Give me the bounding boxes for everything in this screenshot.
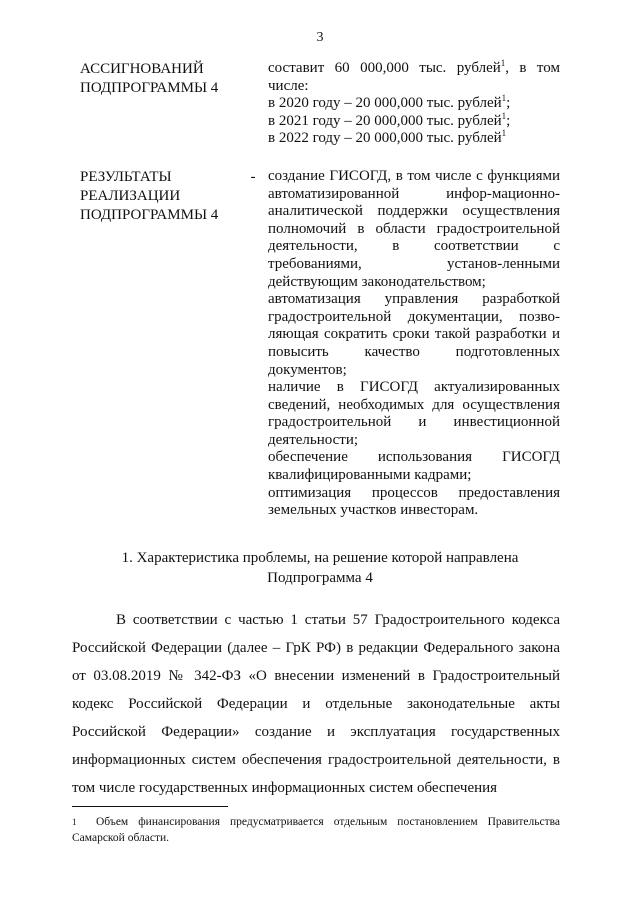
footnote-text: Объем финансирования предусматривается отдельным постановлением Правительства Самарской области.: [72, 816, 560, 844]
value-text: составит 60 000,000 тыс. рублей: [268, 60, 501, 76]
value-text-after: ;: [506, 112, 511, 129]
passport-row-value: [268, 60, 560, 148]
section-heading-line: 1. Характеристика проблемы, на решение которой направлена: [121, 550, 519, 566]
passport-row-label: [80, 168, 238, 225]
label-line: РЕАЛИЗАЦИИ: [80, 187, 181, 204]
label-line: РЕЗУЛЬТАТЫ: [80, 168, 172, 185]
value-line: [268, 110, 560, 131]
section-heading-line: Подпрограмма 4: [267, 570, 373, 586]
label-line: АССИГНОВАНИЙ: [80, 61, 204, 77]
value-text: в 2022 году – 20 000,000 тыс. рублей: [268, 130, 502, 147]
passport-row-value: [268, 168, 560, 520]
value-text: числе:: [268, 77, 309, 94]
result-item: оптимизация процессов предоставления земельных участков инвесторам.: [268, 484, 560, 519]
footnote-separator: [72, 806, 228, 807]
value-line: [268, 78, 560, 96]
passport-row-label: [80, 60, 238, 98]
footnote-ref: 1: [501, 128, 507, 139]
body-paragraph: В соответствии с частью 1 статьи 57 Градостроительного кодекса Российской Федерации (далее – ГрК РФ) в редакции Федерального закона от 03.08.2019 № 342-ФЗ «О внесении изменений в Градостроительный кодекс Российской Федерации и отдельные законодательные акты Российской Федерации» создание и эксплуатация государственных информационных систем обеспечения градостроительной деятельности, в том числе государственных информационных систем обеспечения: [72, 612, 560, 796]
passport-row-results: [80, 168, 560, 520]
result-item: автоматизация управления разработкой градостроительной документации, позво-ляющая сократить сроки такой разработки и повысить качество подготовленных документов;: [268, 291, 560, 378]
value-line: [268, 60, 560, 78]
label-line: ПОДПРОГРАММЫ 4: [80, 206, 219, 223]
value-text: в 2020 году – 20 000,000 тыс. рублей: [268, 95, 502, 112]
value-line: [268, 130, 560, 148]
footnote: [72, 814, 560, 846]
passport-table: [80, 60, 560, 540]
value-text: в 2021 году – 20 000,000 тыс. рублей: [268, 112, 502, 129]
footnote-ref: 1: [501, 93, 507, 104]
result-item: наличие в ГИСОГД актуализированных сведений, необходимых для осуществления градостроительной и инвестиционной деятельности;: [268, 379, 560, 448]
footnote-ref: 1: [500, 58, 506, 68]
value-text-after: , в том: [505, 60, 561, 76]
footnote-mark: 1: [72, 817, 77, 827]
result-item: обеспечение использования ГИСОГД квалифицированными кадрами;: [268, 449, 560, 484]
section-heading: [80, 548, 560, 588]
body-text: [72, 606, 560, 802]
value-text-after: ;: [506, 95, 511, 112]
result-item: создание ГИСОГД, в том числе с функциями автоматизированной инфор-мационно-аналитической поддержки осуществления полномочий в области градостроительной деятельности, в соответствии с требованиями, установ-ленными действующим законодательством;: [268, 167, 560, 290]
passport-row-appropriations: [80, 60, 560, 148]
page-number: 3: [316, 30, 324, 45]
value-line: [268, 95, 560, 113]
passport-row-dash: -: [250, 168, 256, 185]
footnote-ref: 1: [501, 110, 507, 121]
label-line: ПОДПРОГРАММЫ 4: [80, 80, 219, 96]
